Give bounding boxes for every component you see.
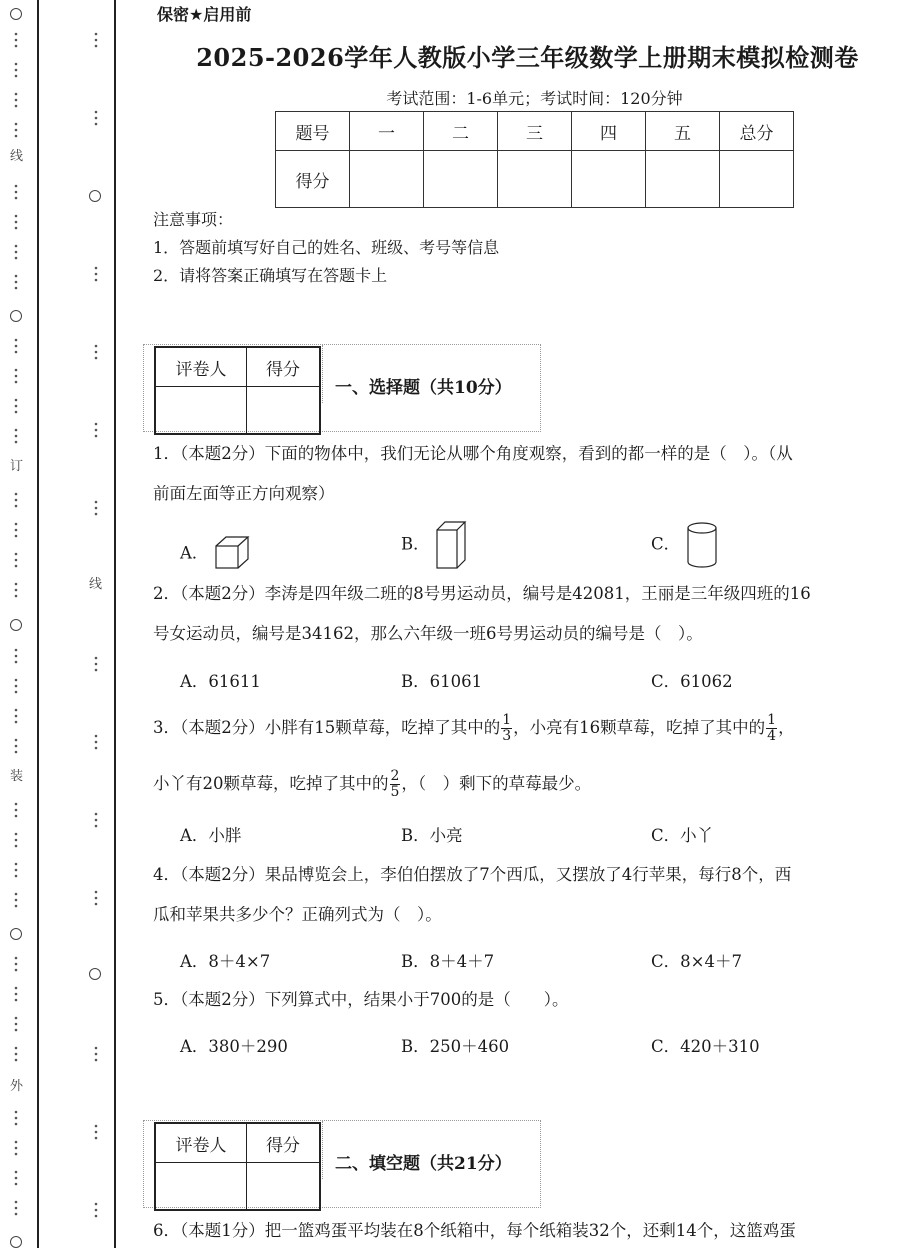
binding-char-load: 装	[10, 769, 24, 784]
fraction-numerator: 2	[390, 768, 400, 784]
fraction-denominator: 3	[502, 728, 512, 744]
fraction	[390, 769, 401, 800]
score-cell	[646, 151, 720, 208]
secret-label: 保密★启用前	[157, 5, 252, 24]
fraction-numerator: 1	[767, 712, 777, 728]
question-1	[153, 434, 905, 514]
score-cell	[350, 151, 424, 208]
binding-circle-inner	[89, 968, 101, 980]
grader-reviewer-label: 评卷人	[155, 347, 247, 387]
binding-char-outer: 外	[10, 1079, 24, 1094]
score-header: 四	[572, 112, 646, 151]
question-2	[153, 574, 905, 654]
score-header: 题号	[276, 112, 350, 151]
question-text: 3．（本题2分）小胖有15颗草莓，吃掉了其中的	[153, 718, 501, 737]
option-label: A．	[180, 543, 209, 563]
cylinder-icon	[685, 520, 719, 570]
question-text: 前面左面等正方向观察）	[153, 484, 335, 503]
binding-char-line: 线	[10, 149, 24, 164]
score-row-label: 得分	[276, 151, 350, 208]
option-c: C．420＋310	[651, 1037, 760, 1056]
binding-margin	[0, 0, 118, 1248]
binding-line-inner	[114, 0, 116, 1248]
question-text: 瓜和苹果共多少个？正确列式为（ ）。	[153, 905, 442, 924]
grader-score-label: 得分	[247, 1123, 321, 1163]
fraction-denominator: 4	[767, 728, 777, 744]
binding-dots-inner	[86, 0, 106, 1248]
grader-cell	[247, 1163, 321, 1211]
question-text: ，小亮有16颗草莓，吃掉了其中的	[513, 718, 766, 737]
option-a	[180, 534, 250, 574]
grader-cell	[247, 387, 321, 435]
option-b: B．8＋4＋7	[401, 952, 495, 971]
question-text: 4．（本题2分）果品博览会上，李伯伯摆放了7个西瓜，又摆放了4行苹果，每行8个，西	[153, 865, 792, 884]
option-c	[651, 520, 719, 570]
score-header: 二	[424, 112, 498, 151]
grader-score-label: 得分	[247, 347, 321, 387]
fraction	[501, 713, 512, 744]
question-text: 5．（本题2分）下列算式中，结果小于700的是（ ）。	[153, 990, 569, 1009]
notes-item: 2．请将答案正确填写在答题卡上	[153, 266, 388, 285]
option-a: A．61611	[180, 672, 261, 691]
binding-char-inner-line: 线	[89, 577, 103, 592]
cube-icon	[214, 534, 250, 574]
score-cell	[572, 151, 646, 208]
grader-cell	[155, 387, 247, 435]
binding-circle-inner	[89, 190, 101, 202]
question-text: 2．（本题2分）李涛是四年级二班的8号男运动员，编号是42081，王丽是三年级四班的16	[153, 584, 811, 603]
score-table	[275, 111, 794, 208]
score-cell	[720, 151, 794, 208]
score-cell	[498, 151, 572, 208]
fraction-denominator: 5	[390, 784, 400, 800]
option-b: B．250＋460	[401, 1037, 510, 1056]
section-header-2	[143, 1120, 541, 1208]
fraction-numerator: 1	[502, 712, 512, 728]
score-header: 三	[498, 112, 572, 151]
grader-table	[154, 346, 321, 435]
question-6	[153, 1211, 905, 1251]
page-title: 2025-2026学年人教版小学三年级数学上册期末模拟检测卷	[196, 43, 859, 72]
question-line	[153, 706, 905, 750]
grader-reviewer-label: 评卷人	[155, 1123, 247, 1163]
binding-char-bind: 订	[10, 459, 24, 474]
question-text: ，（ ）剩下的草莓最少。	[401, 774, 592, 793]
binding-dots-outer	[2, 0, 32, 1248]
question-4	[153, 855, 905, 935]
score-header: 总分	[720, 112, 794, 151]
question-text: 小丫有20颗草莓，吃掉了其中的	[153, 774, 389, 793]
section-title: 二、填空题（共21分）	[322, 1121, 555, 1179]
grader-table	[154, 1122, 321, 1211]
score-header: 一	[350, 112, 424, 151]
binding-line-outer	[37, 0, 39, 1248]
score-cell	[424, 151, 498, 208]
section-header-1	[143, 344, 541, 432]
question-line	[153, 762, 905, 806]
question-5	[153, 980, 905, 1020]
notes-heading: 注意事项：	[153, 210, 234, 229]
exam-scope: 考试范围：1-6单元；考试时间：120分钟	[386, 89, 683, 108]
notes-item: 1．答题前填写好自己的姓名、班级、考号等信息	[153, 238, 500, 257]
option-b: B．小亮	[401, 826, 463, 845]
option-label: C．	[651, 534, 681, 554]
option-a: A．380＋290	[180, 1037, 288, 1056]
option-c: C．8×4＋7	[651, 952, 742, 971]
option-label: B．	[401, 534, 430, 554]
fraction	[766, 713, 777, 744]
score-header: 五	[646, 112, 720, 151]
question-text: 号女运动员，编号是34162，那么六年级一班6号男运动员的编号是（ ）。	[153, 624, 703, 643]
option-a: A．8＋4×7	[180, 952, 271, 971]
question-text: 6．（本题1分）把一篮鸡蛋平均装在8个纸箱中，每个纸箱装32个，还剩14个，这篮鸡蛋	[153, 1221, 796, 1240]
question-3	[153, 706, 905, 806]
notes	[153, 206, 499, 290]
cuboid-icon	[435, 520, 467, 570]
option-a: A．小胖	[180, 826, 242, 845]
option-c: C．61062	[651, 672, 733, 691]
section-title: 一、选择题（共10分）	[322, 345, 555, 403]
option-c: C．小丫	[651, 826, 714, 845]
option-b	[401, 520, 467, 570]
question-text: 1．（本题2分）下面的物体中，我们无论从哪个角度观察，看到的都一样的是（ ）。（从	[153, 444, 793, 463]
question-text: ，	[778, 718, 795, 737]
grader-cell	[155, 1163, 247, 1211]
option-b: B．61061	[401, 672, 483, 691]
